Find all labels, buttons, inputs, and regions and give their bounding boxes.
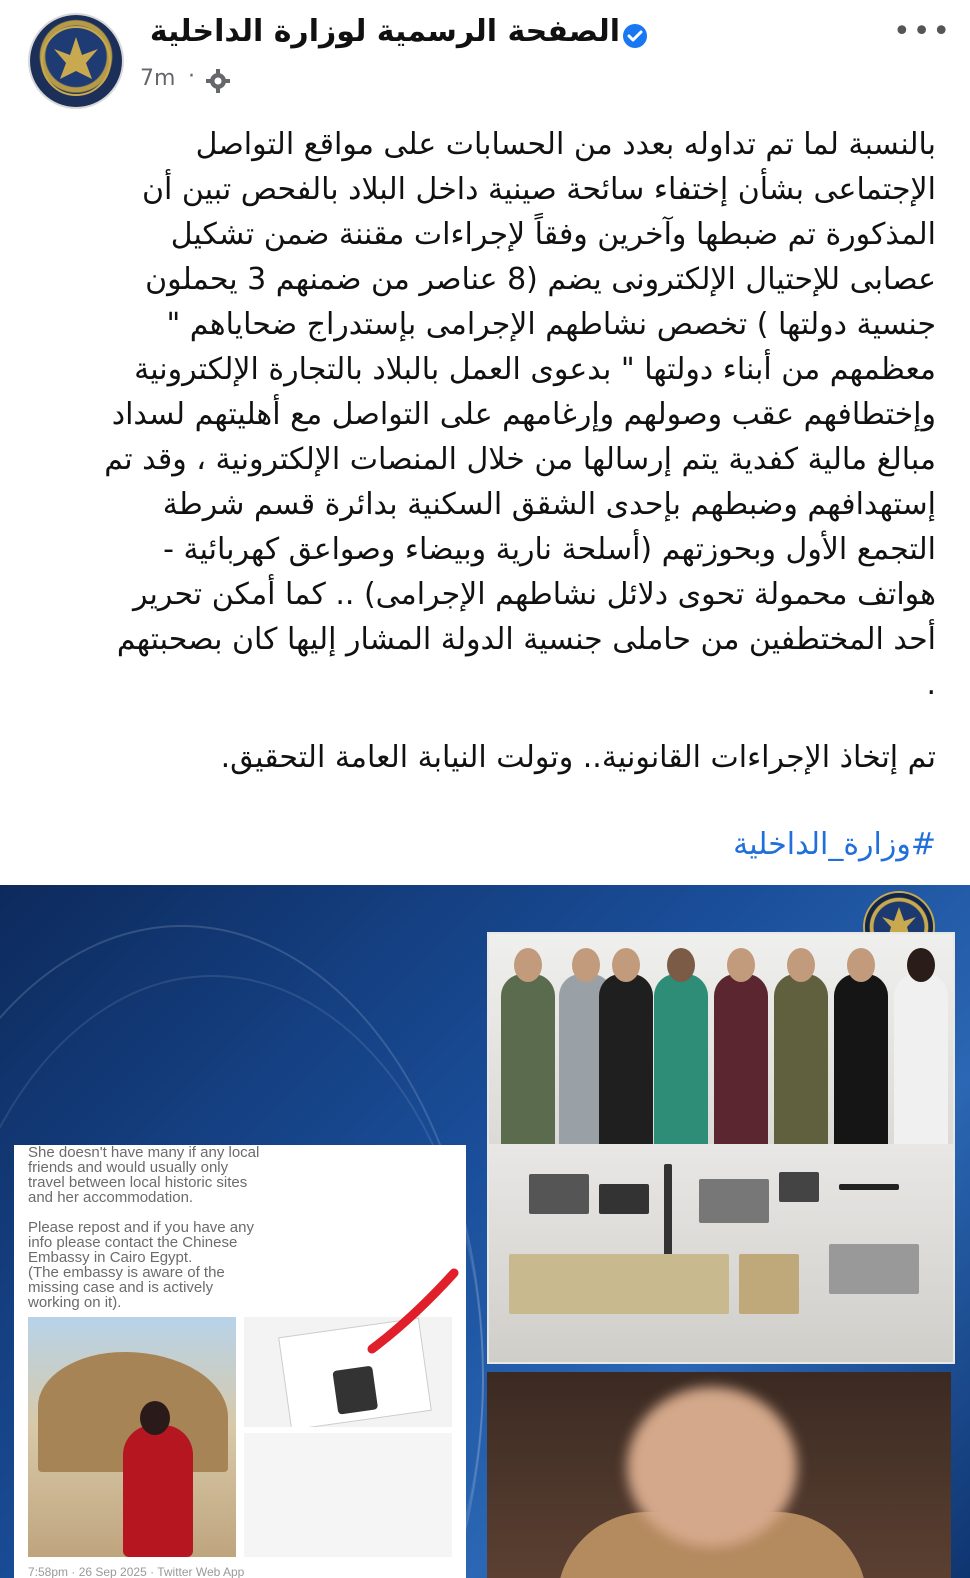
page-name-link[interactable]: الصفحة الرسمية لوزارة الداخلية [149,14,620,49]
tweet-photo-document [244,1433,452,1557]
post-body-text: بالنسبة لما تم تداوله بعدد من الحسابات على مواقع التواصل الإجتماعى بشأن إختفاء سائحة صينية داخل البلاد بالفحص تبين أن المذكورة تم ضبطها وآخرين وفقاً لإجراءات مقننة ضمن تشكيل عصابى للإحتيال الإلكترونى يضم (8 عناصر من ضمنهم 3 يحملون جنسية دولتها ) تخصص نشاطهم الإجرامى بإستدراج ضحاياهم " معظمهم من أبناء دولتها " بدعوى العمل بالبلاد بالتجارة الإلكترونية وإختطافهم عقب وصولهم وإرغامهم على التواصل مع أهليتهم لسداد مبالغ مالية كفدية يتم إرسالها من خلال المنصات الإلكترونية ، وقد تم إستهدافهم وضبطهم بإحدى الشقق السكنية بدائرة قسم شرطة التجمع الأول وبحوزتهم (أسلحة نارية وبيضاء وصواعق كهربائية - هواتف محمولة تحوى دلائل نشاطهم الإجرامى) .. كما أمكن تحرير أحد المختطفين من حاملى جنسية الدولة المشار إليها كان بصحبتهم . [104,127,936,702]
meta-separator: · [188,64,195,89]
tweet-text: She doesn't have many if any local friends and would usually only travel between local historic sites and her accommodation. Please repost and if you have any info please contact the Chinese Embassy in Cairo Egypt. (The embassy is aware of the missing case and is actively working on it). [28,1145,260,1311]
tweet-screenshot [14,1145,466,1578]
suspects-photo [487,932,955,1364]
red-strike-mark [364,1267,464,1357]
gear-icon[interactable] [205,68,231,94]
page-avatar[interactable] [30,15,122,107]
timestamp[interactable]: 7m [140,66,176,91]
post-header [0,0,970,110]
hashtag-link[interactable]: #وزارة_الداخلية [733,827,936,862]
eagle-emblem-icon [30,15,122,107]
rescued-person-photo [487,1372,951,1578]
evidence-table [489,1144,953,1362]
tweet-footer: 7:58pm · 26 Sep 2025 · Twitter Web App [28,1565,245,1578]
tweet-photo-sphinx [28,1317,236,1557]
post-image[interactable] [0,885,970,1578]
more-icon: ••• [893,14,953,49]
more-options-button[interactable] [893,14,953,50]
post-conclusion-text: تم إتخاذ الإجراءات القانونية.. وتولت النيابة العامة التحقيق. [220,740,936,775]
verified-icon [622,23,648,49]
